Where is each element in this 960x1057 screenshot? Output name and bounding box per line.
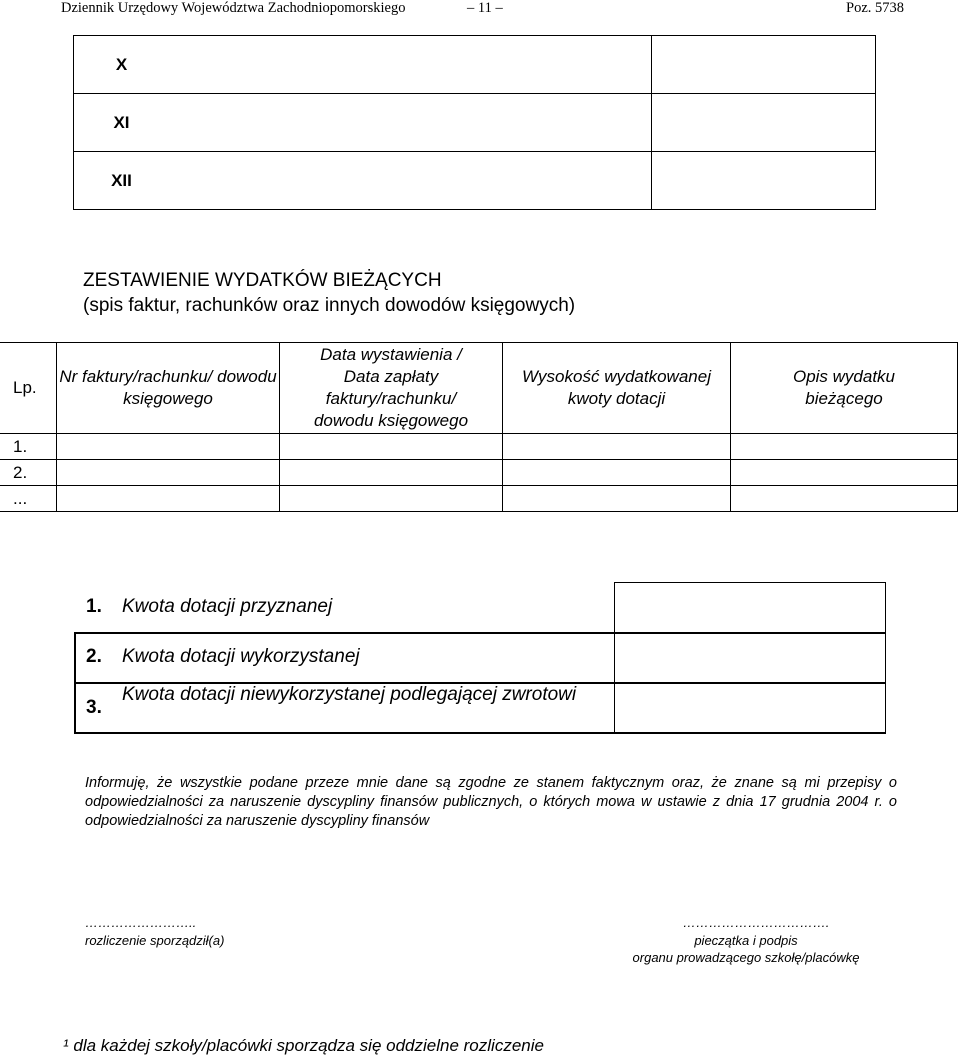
summary-subtitle: (spis faktur, rachunków oraz innych dowodów księgowych) [83,295,576,316]
row-number: 1. [0,434,57,460]
footnote: ¹ dla każdej szkoły/placówki sporządza się oddzielne rozliczenie [63,1036,544,1055]
journal-title: Dziennik Urzędowy Województwa Zachodniopomorskiego [61,0,406,16]
month-cell [169,94,652,152]
column-header-description: Opis wydatku bieżącego [731,343,958,434]
table-cell [280,434,503,460]
amount-label: Kwota dotacji niewykorzystanej podlegającej zwrotowi [122,684,577,705]
table-cell [57,486,280,512]
table-row [0,434,958,460]
month-row [74,152,876,210]
amount-label: Kwota dotacji przyznanej [122,596,333,617]
month-cell [652,36,876,94]
position-number: Poz. 5738 [846,0,904,16]
signature-dots-left: …………………….. [85,915,197,930]
table-cell [280,486,503,512]
amount-number: 1. [86,596,102,617]
month-cell [652,152,876,210]
summary-title: ZESTAWIENIE WYDATKÓW BIEŻĄCYCH [83,270,442,291]
month-row [74,94,876,152]
column-header-dates: Data wystawienia / Data zapłaty faktury/rachunku/ dowodu księgowego [280,343,503,434]
table-cell [57,460,280,486]
table-cell [503,434,731,460]
table-cell [731,460,958,486]
column-header-amount: Wysokość wydatkowanej kwoty dotacji [503,343,731,434]
month-cell [169,36,652,94]
expenses-table [0,342,958,512]
row-number: 2. [0,460,57,486]
declaration-text: Informuję, że wszystkie podane przeze mnie dane są zgodne ze stanem faktycznym oraz, że znane są mi przepisy o odpowiedzialności za naruszenie dyscypliny finansów publicznych, o których mowa w ustawie z dnia 17 grudnia 2004 r. o odpowiedzialności za naruszenie dyscypliny finansów [85,775,897,829]
amount-number: 3. [86,697,102,718]
signature-label-right-org: organu prowadzącego szkołę/placówkę [632,950,860,965]
months-table [73,35,876,210]
signature-dots-right: ……………………………. [682,915,830,930]
signature-label-right: pieczątka i podpis [694,933,798,948]
month-label: XI [74,94,170,152]
amounts-table [74,582,886,734]
month-row [74,36,876,94]
month-cell [652,94,876,152]
page-number: – 11 – [467,0,503,16]
month-cell [169,152,652,210]
column-header-document-number: Nr faktury/rachunku/ dowodu księgowego [57,343,280,434]
table-cell [57,434,280,460]
table-cell [503,460,731,486]
table-cell [503,486,731,512]
amount-number: 2. [86,646,102,667]
table-row [0,486,958,512]
column-header-lp: Lp. [0,343,57,434]
month-label: X [74,36,170,94]
table-cell [280,460,503,486]
table-header-row [0,343,958,434]
signature-label-left: rozliczenie sporządził(a) [85,933,225,948]
amount-label: Kwota dotacji wykorzystanej [122,646,360,667]
table-cell [731,434,958,460]
table-row [0,460,958,486]
table-cell [731,486,958,512]
row-number: ... [0,486,57,512]
month-label: XII [74,152,170,210]
